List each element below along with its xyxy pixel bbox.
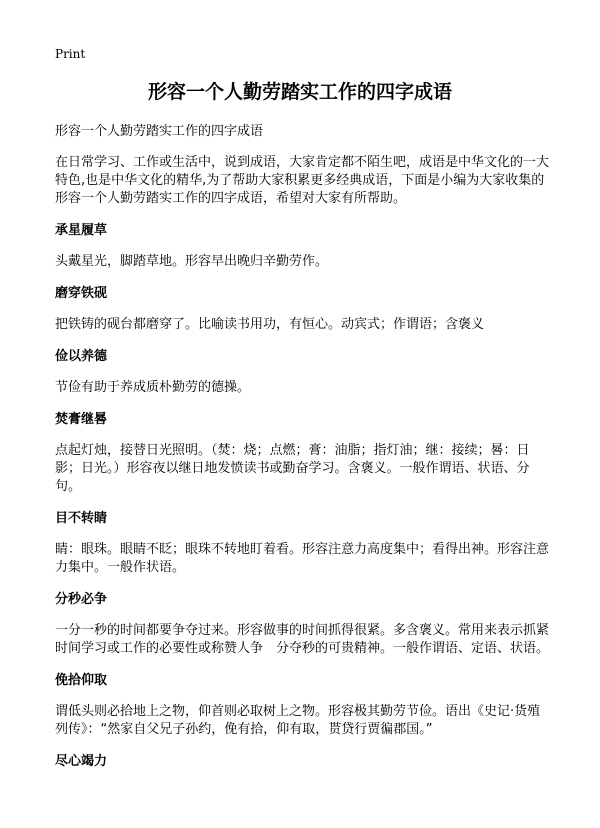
idiom-heading: 俛拾仰取 <box>55 673 108 688</box>
idiom-heading: 焚膏继晷 <box>55 412 108 427</box>
intro-paragraph: 在日常学习、工作或生活中，说到成语，大家肯定都不陌生吧，成语是中华文化的一大特色,也是中华文化的精华,为了帮助大家积累更多经典成语，下面是小编为大家收集的形容一个人勤劳踏实工作的四字成语，希望对大家有所帮助。 <box>55 155 550 206</box>
idiom-definition: 把铁铸的砚台都磨穿了。比喻读书用功，有恒心。动宾式；作谓语；含褒义 <box>55 317 485 332</box>
idiom-heading: 目不转睛 <box>55 511 108 526</box>
article-subtitle: 形容一个人勤劳踏实工作的四字成语 <box>55 124 264 139</box>
print-link[interactable]: Print <box>55 47 86 61</box>
idiom-definition: 谓低头则必拾地上之物，仰首则必取树上之物。形容极其勤劳节俭。语出《史记·货殖列传》：“然家自父兄子孙约，俛有拾，仰有取，贳贷行贾徧郡国。” <box>55 704 541 737</box>
idiom-heading: 俭以养德 <box>55 349 108 364</box>
idiom-heading: 尽心竭力 <box>55 754 108 769</box>
idiom-definition: 睛：眼珠。眼睛不眨；眼珠不转地盯着看。形容注意力高度集中；看得出神。形容注意力集中。一般作状语。 <box>55 542 550 575</box>
idiom-definition: 头戴星光，脚踏草地。形容早出晚归辛勤劳作。 <box>55 254 329 269</box>
idiom-definition: 点起灯烛，接替日光照明。（焚：烧；点燃；膏：油脂；指灯油；继：接续；晷：日影；日光。）形容夜以继日地发愤读书或勤奋学习。含褒义。一般作谓语、状语、分句。 <box>55 443 530 494</box>
idiom-heading: 承星履草 <box>55 223 108 238</box>
idiom-heading: 分秒必争 <box>55 592 108 607</box>
idiom-heading: 磨穿铁砚 <box>55 286 108 301</box>
page-title: 形容一个人勤劳踏实工作的四字成语 <box>147 81 452 103</box>
idiom-definition: 一分一秒的时间都要争夺过来。形容做事的时间抓得很紧。多含褒义。常用来表示抓紧时间学习或工作的必要性或称赞人争 分夺秒的可贵精神。一般作谓语、定语、状语。 <box>55 623 550 656</box>
article-body <box>55 123 550 784</box>
idiom-definition: 节俭有助于养成质朴勤劳的德操。 <box>55 380 251 395</box>
